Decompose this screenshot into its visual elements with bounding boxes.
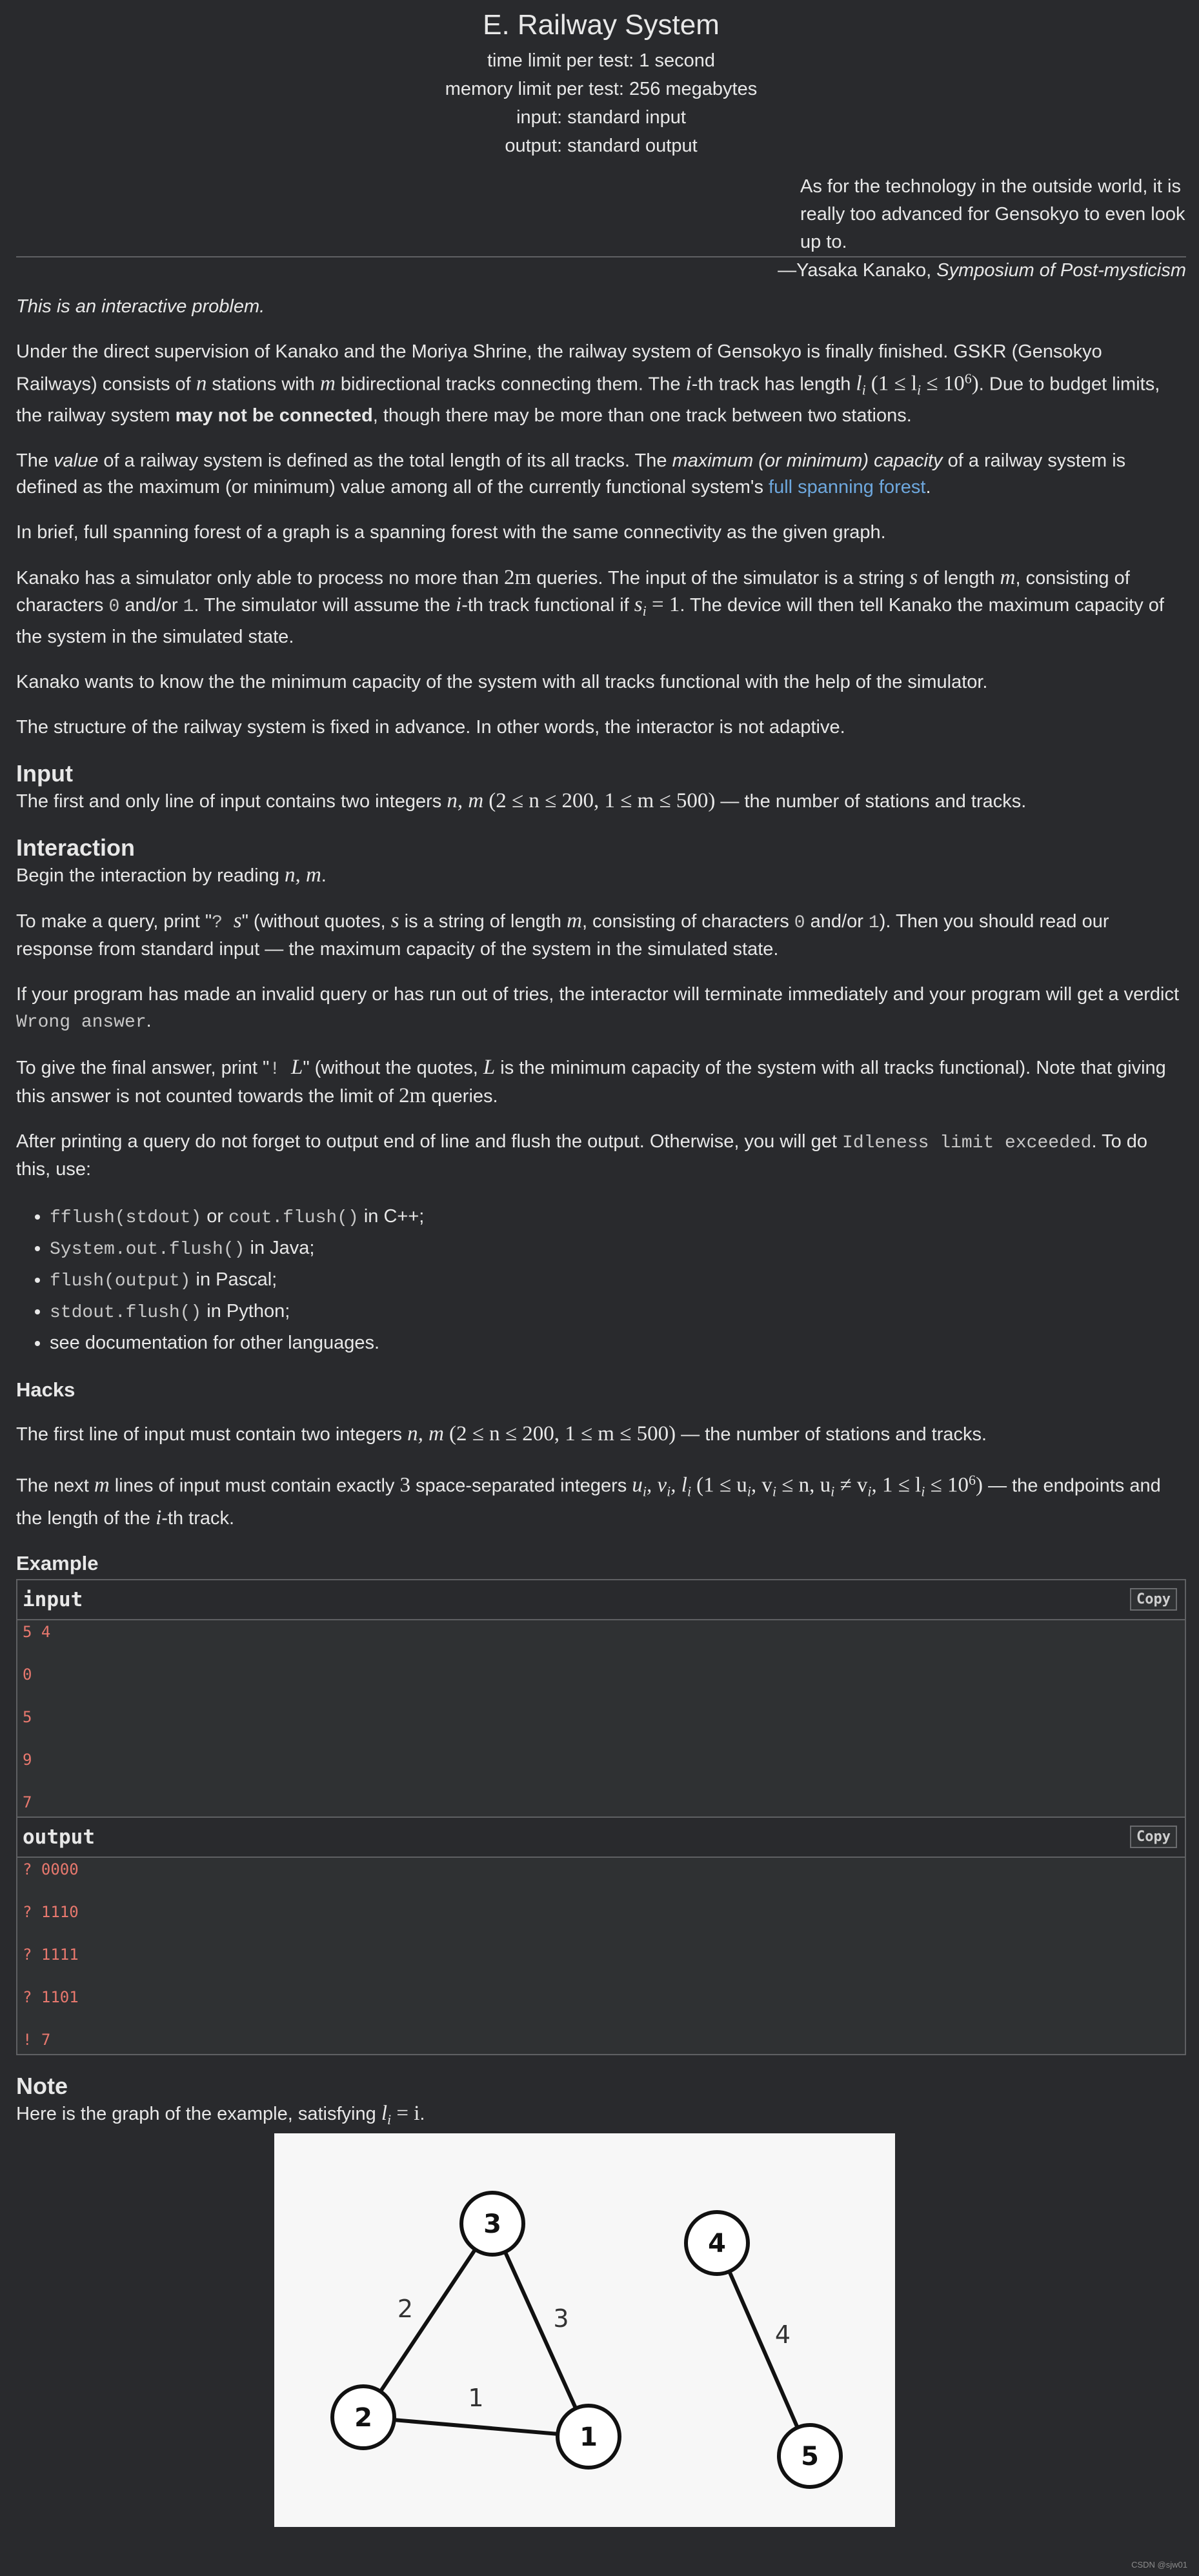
list-item: • System.out.flush() in Java; bbox=[50, 1233, 1186, 1265]
problem-page bbox=[16, 0, 1186, 2151]
sample-input-title: input bbox=[23, 1587, 83, 1611]
statement-paragraph-4: Kanako has a simulator only able to process no more than 2m queries. The input of the simulator is a string s of length m, consisting of characters 0 and/or 1. The simulator will assume the i-th track functional if $s_i = 1$. The device will then tell Kanako the maximum capacity of the system in the simulated state. bbox=[16, 566, 1164, 648]
flush-list bbox=[16, 1202, 1186, 1358]
output-type: output: standard output bbox=[505, 136, 698, 156]
interaction-paragraph-2: To make a query, print "? s" (without quotes, s is a string of length m, consisting of characters 0 and/or 1). Then you should read our response from standard input — the maximum capacity of the system in the simulated state. bbox=[16, 909, 1109, 960]
interactive-note: This is an interactive problem. bbox=[16, 296, 265, 317]
full-spanning-forest-link[interactable]: full spanning forest bbox=[769, 477, 926, 498]
memory-limit: memory limit per test: 256 megabytes bbox=[445, 79, 758, 99]
sample-line: ? 0000 bbox=[23, 1860, 79, 1878]
example-graph bbox=[274, 2133, 895, 2527]
epigraph-work: Symposium of Post-mysticism bbox=[936, 260, 1186, 281]
hacks-paragraph-1: The first line of input must contain two integers n, m (2 ≤ n ≤ 200, 1 ≤ m ≤ 500) — the number of stations and tracks. bbox=[16, 1422, 987, 1446]
statement-paragraph-1: Under the direct supervision of Kanako and the Moriya Shrine, the railway system of Gensokyo is finally finished. GSKR (Gensokyo Railways) consists of n stations with m bidirectional tracks connecting them. The i-th track has length $l_i$ $(1 \le l_i \le 10^6)$. Due to budget limits, the railway system may not be connected, though there may be more than one track between two stations. bbox=[16, 341, 1160, 427]
statement-paragraph-2: The value of a railway system is defined as the total length of its all tracks. The maximum (or minimum) capacity of a railway system is defined as the maximum (or minimum) value among all of the currently functional system's full spanning forest. bbox=[16, 450, 1126, 498]
graph-node-label: 4 bbox=[708, 2229, 726, 2259]
input-text: The first and only line of input contains two integers n, m (2 ≤ n ≤ 200, 1 ≤ m ≤ 500) — the number of stations and tracks. bbox=[16, 789, 1027, 813]
hacks-heading: Hacks bbox=[16, 1378, 76, 1402]
statement-paragraph-5: Kanako wants to know the the minimum capacity of the system with all tracks functional with the help of the simulator. bbox=[16, 672, 988, 693]
graph-node-label: 1 bbox=[579, 2422, 598, 2452]
interaction-paragraph-3: If your program has made an invalid query or has run out of tries, the interactor will terminate immediately and your program will get a verdict Wrong answer. bbox=[16, 984, 1180, 1033]
hacks-paragraph-2: The next m lines of input must contain exactly 3 space-separated integers $u_i$, $v_i$, $l_i$ ($1 \le u_i$, $v_i \le n$, $u_i \ne v_i$, $1 \le l_i \le 10^6$) — the endpoints and the length of the i-th track. bbox=[16, 1472, 1161, 1529]
graph-edge-label: 1 bbox=[468, 2384, 484, 2412]
note-text: Here is the graph of the example, satisfying $l_i = i$. bbox=[16, 2101, 425, 2128]
sample-line: 0 bbox=[23, 1665, 32, 1684]
sample-output-header bbox=[17, 1818, 1185, 1858]
epigraph-quote: As for the technology in the outside world, it is really too advanced for Gensokyo to even look up to. bbox=[800, 176, 1185, 252]
graph-node-label: 3 bbox=[483, 2209, 501, 2239]
list-item: • stdout.flush() in Python; bbox=[50, 1296, 1186, 1328]
watermark: CSDN @sjw01 bbox=[1131, 2560, 1187, 2570]
epigraph-attribution bbox=[16, 257, 1186, 283]
list-item: • flush(output) in Pascal; bbox=[50, 1265, 1186, 1296]
interaction-paragraph-5: After printing a query do not forget to output end of line and flush the output. Otherwise, you will get Idleness limit exceeded. To do this, use: bbox=[16, 1131, 1148, 1180]
sample-line: ? 1101 bbox=[23, 1987, 79, 2006]
sample-input-header bbox=[17, 1580, 1185, 1620]
problem-limits bbox=[16, 46, 1186, 160]
problem-title: E. Railway System bbox=[483, 9, 720, 41]
sample-output bbox=[16, 1818, 1186, 2055]
graph-edge-3-1 bbox=[492, 2224, 589, 2437]
interaction-heading: Interaction bbox=[16, 834, 136, 861]
input-heading: Input bbox=[16, 760, 73, 787]
graph-edge-2-1 bbox=[363, 2417, 589, 2437]
sample-line: ? 1111 bbox=[23, 1945, 79, 1964]
sample-input bbox=[16, 1579, 1186, 1818]
list-item: • fflush(stdout) or cout.flush() in C++; bbox=[50, 1202, 1186, 1233]
time-limit: time limit per test: 1 second bbox=[487, 50, 715, 71]
list-item: • see documentation for other languages. bbox=[50, 1328, 1186, 1358]
graph-node-label: 2 bbox=[354, 2403, 372, 2433]
input-type: input: standard input bbox=[516, 107, 686, 128]
graph-edge-label: 3 bbox=[553, 2304, 569, 2333]
sample-line: 5 4 bbox=[23, 1622, 51, 1641]
sample-line: 9 bbox=[23, 1750, 32, 1769]
copy-output-button[interactable]: Copy bbox=[1130, 1826, 1177, 1848]
epigraph-author: —Yasaka Kanako, bbox=[778, 260, 937, 281]
note-heading: Note bbox=[16, 2072, 68, 2099]
sample-line: 5 bbox=[23, 1707, 32, 1726]
sample-line: 7 bbox=[23, 1793, 32, 1811]
graph-node-label: 5 bbox=[801, 2442, 819, 2471]
sample-line: ! 7 bbox=[23, 2030, 51, 2049]
statement-paragraph-3: In brief, full spanning forest of a graph is a spanning forest with the same connectivity as the given graph. bbox=[16, 522, 886, 543]
example-graph-figure bbox=[274, 2133, 895, 2527]
statement-paragraph-6: The structure of the railway system is fixed in advance. In other words, the interactor is not adaptive. bbox=[16, 717, 845, 738]
graph-edge-label: 4 bbox=[774, 2320, 791, 2349]
graph-edge-label: 2 bbox=[397, 2295, 414, 2323]
graph-edge-4-5 bbox=[717, 2243, 810, 2456]
copy-input-button[interactable]: Copy bbox=[1130, 1588, 1177, 1611]
sample-output-title: output bbox=[23, 1825, 95, 1849]
interaction-paragraph-4: To give the final answer, print "! L" (without the quotes, L is the minimum capacity of the system with all tracks functional). Note that giving this answer is not counted towards the limit of 2m queries. bbox=[16, 1056, 1166, 1108]
sample-line: ? 1110 bbox=[23, 1902, 79, 1921]
interaction-paragraph-1: Begin the interaction by reading n, m. bbox=[16, 863, 327, 887]
example-heading: Example bbox=[16, 1551, 99, 1575]
